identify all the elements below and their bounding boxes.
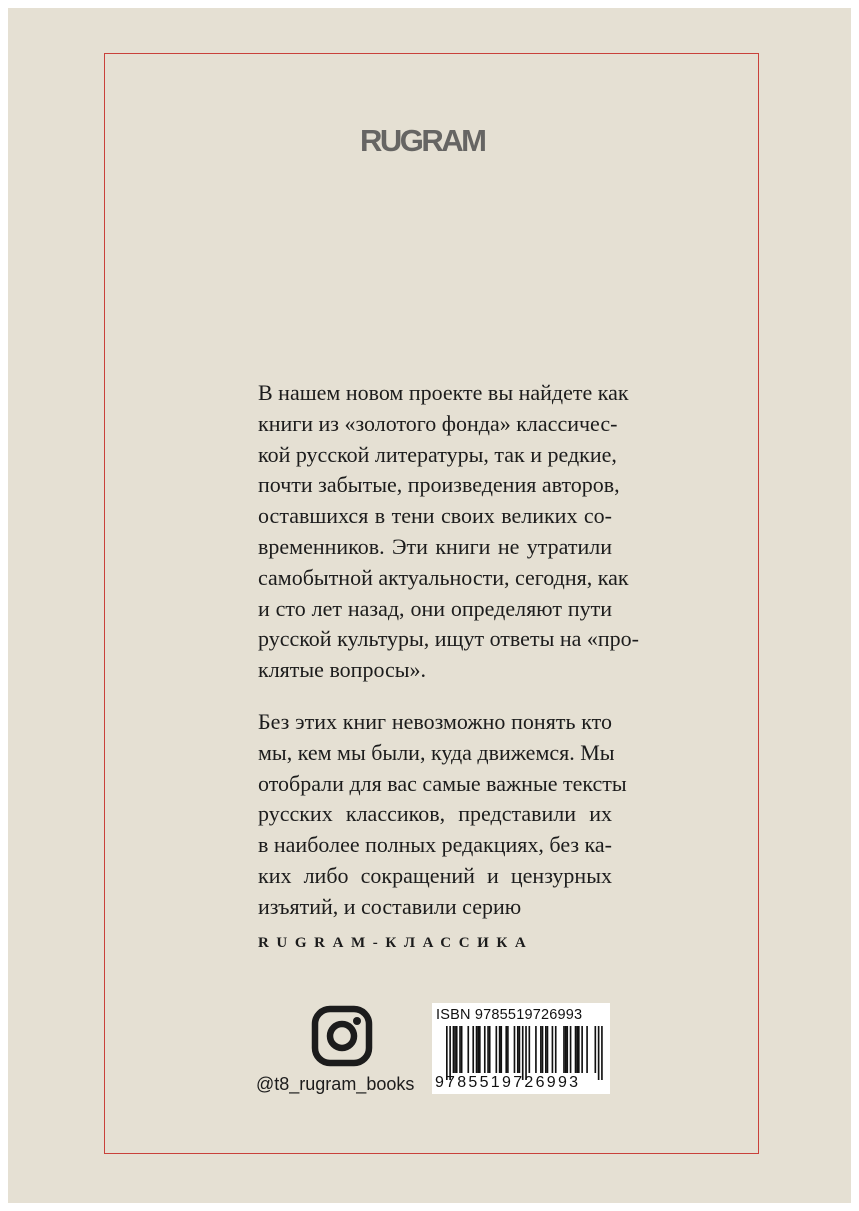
barcode-bar: [507, 1026, 509, 1073]
text-line: оставшихся в тени своих великих со-: [258, 503, 612, 529]
description-paragraph-1: [258, 378, 639, 686]
barcode-bar: [542, 1026, 544, 1073]
text-line: кой русской литературы, так и редкие,: [258, 441, 617, 467]
text-line: в наиболее полных редакциях, без ка-: [258, 832, 612, 858]
barcode-bar: [484, 1026, 486, 1073]
barcode-bar: [566, 1026, 568, 1073]
barcode-bar: [467, 1026, 469, 1073]
barcode-bar: [547, 1026, 549, 1073]
barcode-bar: [525, 1026, 527, 1080]
barcode-bar: [522, 1026, 524, 1080]
barcode-bar: [535, 1026, 537, 1073]
barcode-bar: [456, 1026, 458, 1073]
barcode-bar: [578, 1026, 580, 1073]
barcode-bar: [565, 1026, 567, 1073]
barcode-bar: [449, 1026, 451, 1080]
text-line: временников. Эти книги не утратили: [258, 533, 612, 559]
barcode-bar: [581, 1026, 583, 1073]
text-line: русской культуры, ищут ответы на «про-: [258, 626, 639, 652]
barcode-bar: [552, 1026, 554, 1073]
text-line: мы, кем мы были, куда движемся. Мы: [258, 739, 615, 765]
barcode-bar: [519, 1026, 521, 1073]
barcode-bar: [459, 1026, 461, 1073]
instagram-handle[interactable]: @t8_rugram_books: [256, 1074, 415, 1094]
barcode-bar: [570, 1026, 572, 1073]
instagram-icon[interactable]: [311, 1005, 373, 1067]
text-line: клятые вопросы».: [258, 657, 427, 683]
text-line: изъятий, и составили серию: [258, 893, 522, 919]
text-line: ких либо сокращений и цензурных: [258, 862, 612, 888]
barcode-bar: [476, 1026, 478, 1073]
barcode-bar: [598, 1026, 600, 1080]
barcode-bar: [487, 1026, 489, 1073]
barcode-bar: [446, 1026, 448, 1080]
text-line: русских классиков, представили их: [258, 801, 612, 827]
barcode-bar: [477, 1026, 479, 1073]
barcode-bar: [555, 1026, 557, 1073]
barcode-bar: [453, 1026, 455, 1073]
description-paragraph-2: [258, 707, 627, 923]
text-line: и сто лет назад, они определяют пути: [258, 595, 612, 621]
barcode-bar: [496, 1026, 498, 1073]
barcode-bar: [595, 1026, 597, 1073]
series-title: RUGRAM-КЛАССИКА: [258, 935, 534, 951]
barcode-bar: [601, 1026, 603, 1080]
text-line: В нашем новом проекте вы найдете как: [258, 380, 629, 405]
isbn-barcode: [432, 1003, 610, 1094]
barcode-bar: [563, 1026, 565, 1073]
barcode-bar: [472, 1026, 474, 1073]
text-line: Без этих книг невозможно понять кто: [258, 709, 612, 734]
barcode-bar: [545, 1026, 547, 1073]
barcode-first-digit: 9: [435, 1074, 444, 1091]
barcode-bar: [500, 1026, 502, 1073]
text-line: книги из «золотого фонда» классичес-: [258, 410, 618, 436]
barcode-bar: [514, 1026, 516, 1073]
barcode-bar: [575, 1026, 577, 1073]
barcode-bar: [586, 1026, 588, 1073]
barcode-bar: [479, 1026, 481, 1073]
barcode-bar: [505, 1026, 507, 1073]
barcode-bar: [489, 1026, 491, 1073]
barcode-bar: [540, 1026, 542, 1073]
barcode-digits: 785519726993: [446, 1074, 581, 1091]
barcode-bar: [461, 1026, 463, 1073]
barcode-bar: [499, 1026, 501, 1073]
barcode-bar: [529, 1026, 531, 1073]
barcode-bar: [576, 1026, 578, 1073]
publisher-logo: RUGRAM: [360, 123, 485, 158]
text-line: самобытной актуальности, сегодня, как: [258, 564, 629, 590]
text-line: почти забытые, произведения авторов,: [258, 472, 620, 498]
barcode-bar: [517, 1026, 519, 1073]
isbn-label: ISBN 9785519726993: [436, 1007, 583, 1023]
text-line: отобрали для вас самые важные тексты: [258, 770, 627, 796]
barcode-bar: [454, 1026, 456, 1073]
